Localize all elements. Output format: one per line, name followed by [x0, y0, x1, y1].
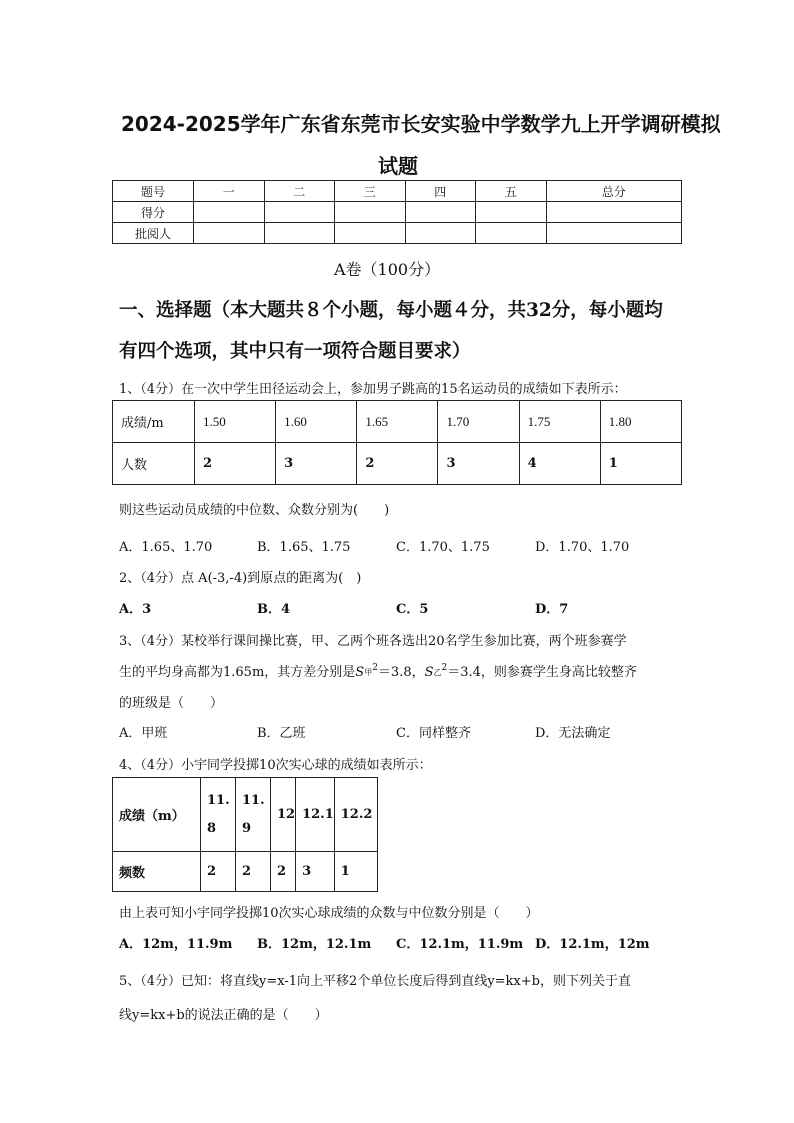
- score-row: [113, 202, 682, 223]
- table-cell: 人数: [113, 443, 195, 485]
- question-4-stem: 4、（4分）小宇同学投掷10次实心球的成绩如表所示：: [119, 758, 432, 773]
- question-3-line1: 3、（4分）某校举行课间操比赛，甲、乙两个班各选出20名学生参加比赛，两个班参赛学: [119, 634, 627, 649]
- page-title-line2: 试题: [378, 154, 418, 178]
- table-cell: [113, 401, 195, 443]
- table-cell: 2: [201, 852, 236, 892]
- table-cell: 12.2: [334, 778, 377, 852]
- table-cell: 1.80: [600, 401, 681, 443]
- volume-heading: A卷（100分）: [334, 260, 441, 279]
- table-cell: 12: [271, 778, 296, 852]
- option-b[interactable]: B．12m，12.1m: [257, 937, 372, 952]
- table-cell: 1.50: [195, 401, 276, 443]
- score-table: [112, 180, 682, 244]
- score-row-label: 得分: [113, 202, 194, 223]
- score-cell[interactable]: [335, 202, 406, 223]
- table-cell: 3: [438, 443, 519, 485]
- option-a[interactable]: A．甲班: [119, 726, 168, 741]
- table-row: [113, 443, 682, 485]
- score-cell[interactable]: [546, 202, 682, 223]
- option-b[interactable]: B．乙班: [257, 726, 306, 741]
- superscript: 2: [372, 663, 378, 673]
- variance-symbol: S: [424, 665, 434, 680]
- question-3-text: ＝3.8，: [377, 665, 425, 680]
- score-header-cell: 总分: [546, 181, 682, 202]
- score-cell[interactable]: [264, 202, 335, 223]
- question-3-line2: [119, 661, 637, 680]
- table-cell: 1: [334, 852, 377, 892]
- variance-symbol: S: [355, 665, 365, 680]
- option-c[interactable]: C．同样整齐: [396, 726, 471, 741]
- table-cell: 1.75: [519, 401, 600, 443]
- table-cell: 3: [276, 443, 357, 485]
- score-header-cell: 题号: [113, 181, 194, 202]
- table-cell: [236, 778, 271, 852]
- option-c[interactable]: C．5: [396, 602, 429, 617]
- question-1-table: [112, 400, 682, 485]
- table-cell: 2: [236, 852, 271, 892]
- option-d[interactable]: D．无法确定: [535, 726, 611, 741]
- score-table-header-row: [113, 181, 682, 202]
- question-4-table: [112, 777, 378, 892]
- reviewer-cell[interactable]: [335, 223, 406, 244]
- option-d[interactable]: D．1.70、1.70: [535, 540, 630, 555]
- table-cell-text: 11.: [207, 792, 230, 808]
- table-cell: 3: [296, 852, 335, 892]
- reviewer-row-label: 批阅人: [113, 223, 194, 244]
- section-heading: 一、选择题（本大题共８个小题，每小题４分，共32分，每小题均: [119, 300, 663, 321]
- table-cell: 1.65: [357, 401, 438, 443]
- reviewer-cell[interactable]: [194, 223, 265, 244]
- table-cell: 1.60: [276, 401, 357, 443]
- option-a[interactable]: A．3: [119, 602, 152, 617]
- option-c[interactable]: C．12.1m，11.9m: [396, 937, 524, 952]
- table-cell: 2: [271, 852, 296, 892]
- reviewer-cell[interactable]: [546, 223, 682, 244]
- score-header-cell: 一: [194, 181, 265, 202]
- question-1-stem: 1、（4分）在一次中学生田径运动会上，参加男子跳高的15名运动员的成绩如下表所示：: [119, 382, 627, 397]
- score-header-cell: 五: [476, 181, 547, 202]
- reviewer-cell[interactable]: [476, 223, 547, 244]
- section-heading-line2: 有四个选项，其中只有一项符合题目要求）: [119, 341, 471, 362]
- table-cell-text: 成绩/m: [121, 416, 164, 431]
- question-4-prompt: 由上表可知小宇同学投掷10次实心球成绩的众数与中位数分别是（ ）: [119, 906, 539, 921]
- table-cell: 成绩（m）: [113, 778, 201, 852]
- table-cell-text: 8: [207, 820, 217, 836]
- score-header-cell: 四: [405, 181, 476, 202]
- table-cell: 频数: [113, 852, 201, 892]
- table-cell: 2: [195, 443, 276, 485]
- option-c[interactable]: C．1.70、1.75: [396, 540, 490, 555]
- question-3-text: ＝3.4，则参赛学生身高比较整齐: [447, 665, 637, 680]
- score-header-cell: 三: [335, 181, 406, 202]
- option-a[interactable]: A．12m，11.9m: [119, 937, 233, 952]
- reviewer-row: [113, 223, 682, 244]
- reviewer-cell[interactable]: [405, 223, 476, 244]
- option-a[interactable]: A．1.65、1.70: [119, 540, 213, 555]
- table-cell: 1.70: [438, 401, 519, 443]
- table-row: [113, 778, 378, 852]
- superscript: 2: [441, 663, 448, 673]
- table-cell: 2: [357, 443, 438, 485]
- question-1-prompt: 则这些运动员成绩的中位数、众数分别为( ): [119, 503, 390, 518]
- score-cell[interactable]: [476, 202, 547, 223]
- question-5-line2: 线y=kx+b的说法正确的是（ ）: [119, 1008, 328, 1023]
- question-5-line1: 5、（4分）已知：将直线y=x-1向上平移2个单位长度后得到直线y=kx+b，则下列关于直: [119, 974, 631, 989]
- option-b[interactable]: B．1.65、1.75: [257, 540, 351, 555]
- table-cell: [201, 778, 236, 852]
- table-cell: 1: [600, 443, 681, 485]
- option-d[interactable]: D．12.1m，12m: [535, 937, 650, 952]
- table-row: [113, 852, 378, 892]
- table-row: [113, 401, 682, 443]
- option-b[interactable]: B．4: [257, 602, 291, 617]
- score-cell[interactable]: [194, 202, 265, 223]
- table-cell: 4: [519, 443, 600, 485]
- question-2-stem: 2、（4分）点 A(-3,-4)到原点的距离为( ): [119, 571, 362, 586]
- table-cell-text: 11.: [242, 792, 265, 808]
- score-header-cell: 二: [264, 181, 335, 202]
- subscript: 乙: [433, 668, 442, 677]
- page-title: 2024-2025学年广东省东莞市长安实验中学数学九上开学调研模拟: [121, 112, 721, 136]
- score-cell[interactable]: [405, 202, 476, 223]
- reviewer-cell[interactable]: [264, 223, 335, 244]
- question-3-line3: 的班级是（ ）: [119, 696, 224, 711]
- table-cell-text: 9: [242, 820, 252, 836]
- subscript: 甲: [364, 668, 373, 677]
- option-d[interactable]: D．7: [535, 602, 569, 617]
- table-cell: 12.1: [296, 778, 335, 852]
- question-3-text: 生的平均身高都为1.65m，其方差分别是: [119, 665, 356, 680]
